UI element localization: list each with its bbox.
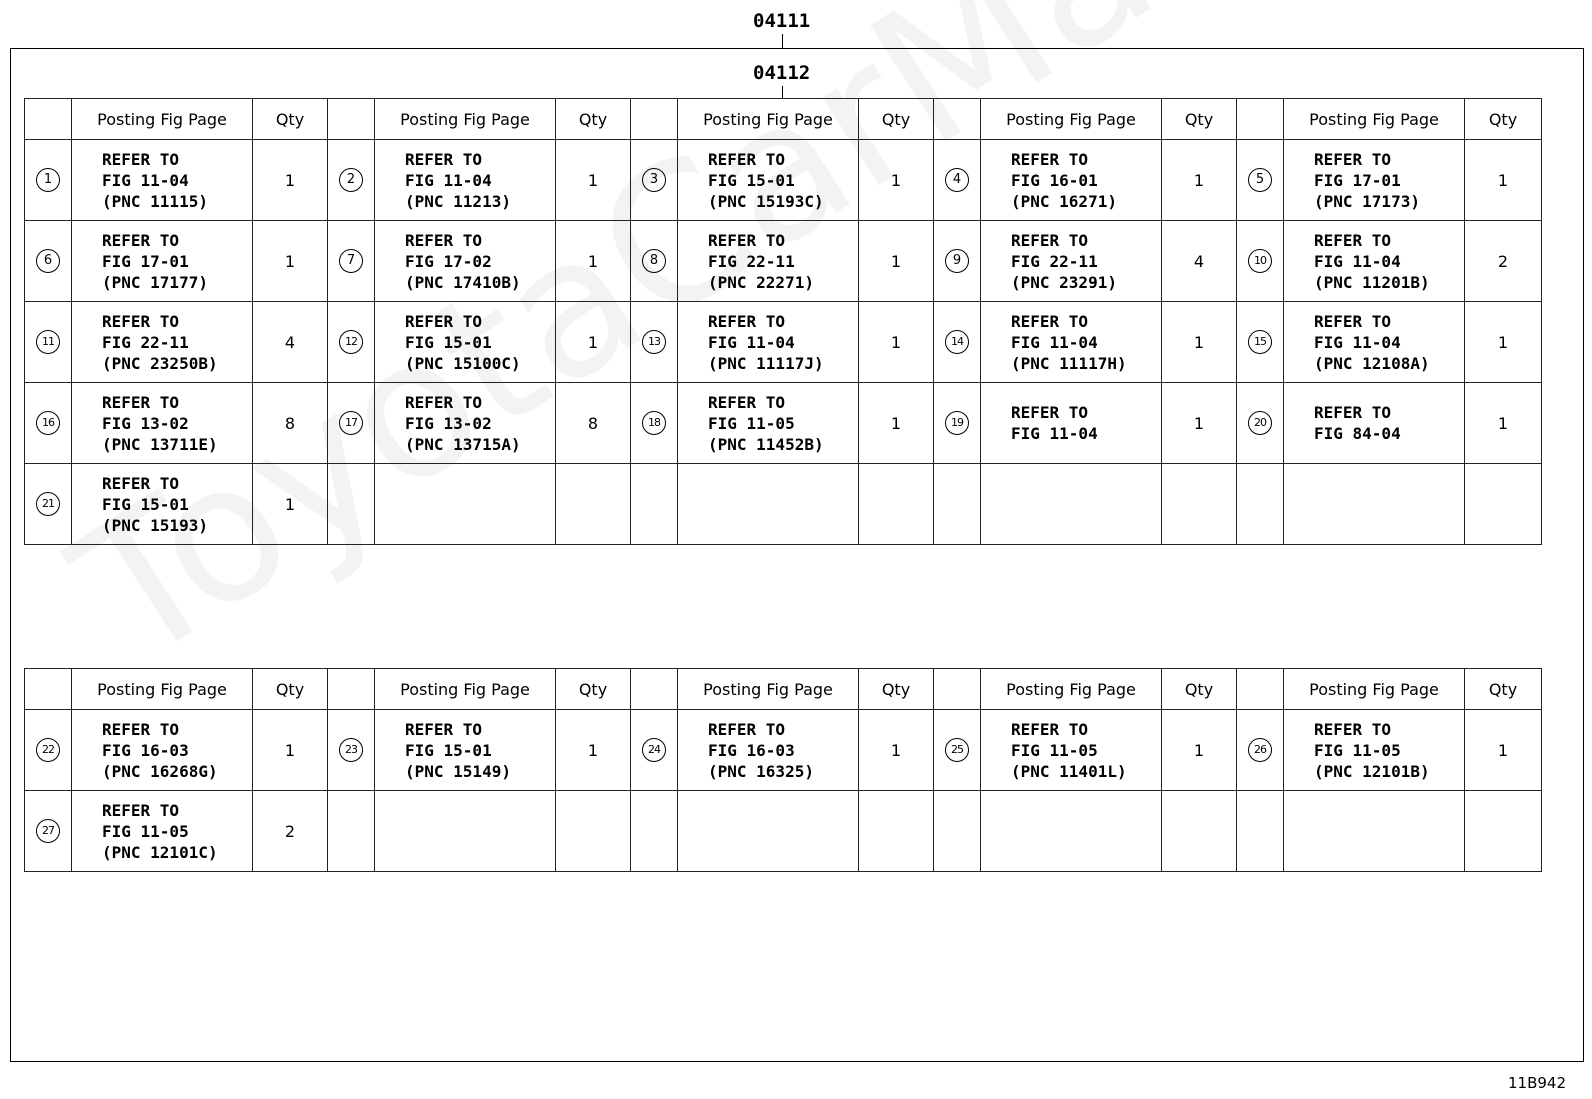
empty-cell: [1237, 464, 1284, 545]
item-number-circle: 10: [1248, 249, 1272, 273]
item-number-cell: [1237, 302, 1284, 383]
item-reference-cell: [1284, 221, 1465, 302]
header-qty: Qty: [859, 99, 934, 140]
reference-line: REFER TO: [708, 719, 786, 739]
item-qty-cell: 2: [1465, 221, 1542, 302]
item-number-cell: [934, 383, 981, 464]
reference-line: REFER TO: [708, 392, 786, 412]
reference-line: REFER TO: [708, 230, 786, 250]
item-qty-cell: 8: [556, 383, 631, 464]
item-reference-cell: [678, 140, 859, 221]
item-qty-cell: 2: [253, 791, 328, 872]
item-number-circle: 15: [1248, 330, 1272, 354]
item-number-cell: [328, 302, 375, 383]
empty-cell: [1284, 464, 1465, 545]
item-number-cell: [328, 383, 375, 464]
item-reference-cell: [981, 383, 1162, 464]
empty-cell: [375, 464, 556, 545]
header-posting-fig-page: Posting Fig Page: [375, 99, 556, 140]
reference-line: FIG 84-04: [1314, 424, 1401, 443]
item-number-cell: [1237, 710, 1284, 791]
empty-cell: [631, 464, 678, 545]
item-qty-cell: 1: [1162, 383, 1237, 464]
reference-line: FIG 11-05: [102, 821, 189, 841]
item-qty-cell: 8: [253, 383, 328, 464]
empty-cell: [859, 791, 934, 872]
reference-line: (PNC 11117J): [708, 353, 824, 373]
reference-line: REFER TO: [1011, 311, 1089, 331]
header-blank-cell: [1237, 99, 1284, 140]
drawing-code: 11B942: [1507, 1074, 1566, 1092]
reference-line: FIG 11-04: [102, 170, 189, 190]
item-number-circle: 22: [36, 738, 60, 762]
reference-line: REFER TO: [102, 311, 180, 331]
item-reference-cell: [72, 140, 253, 221]
reference-line: FIG 16-03: [102, 740, 189, 760]
reference-line: REFER TO: [405, 311, 483, 331]
reference-line: REFER TO: [1314, 230, 1392, 250]
header-posting-fig-page: Posting Fig Page: [1284, 669, 1465, 710]
parts-table-upper: [24, 98, 1542, 545]
reference-line: FIG 11-04: [708, 332, 795, 352]
reference-line: FIG 13-02: [102, 413, 189, 433]
item-reference-cell: [981, 140, 1162, 221]
item-number-circle: 18: [642, 411, 666, 435]
header-posting-fig-page: Posting Fig Page: [981, 99, 1162, 140]
reference-line: FIG 15-01: [405, 332, 492, 352]
header-blank-cell: [328, 669, 375, 710]
reference-line: REFER TO: [102, 800, 180, 820]
item-number-circle: 12: [339, 330, 363, 354]
parts-table-lower: [24, 668, 1542, 872]
item-reference-cell: [678, 302, 859, 383]
reference-line: REFER TO: [1011, 403, 1089, 422]
item-reference-cell: [1284, 710, 1465, 791]
item-number-circle: 23: [339, 738, 363, 762]
reference-line: (PNC 11117H): [1011, 353, 1127, 373]
item-qty-cell: 1: [556, 221, 631, 302]
reference-line: (PNC 15100C): [405, 353, 521, 373]
header-posting-fig-page: Posting Fig Page: [375, 669, 556, 710]
item-number-cell: [25, 221, 72, 302]
item-number-cell: [328, 221, 375, 302]
reference-line: FIG 11-05: [1314, 740, 1401, 760]
reference-line: (PNC 17173): [1314, 191, 1420, 211]
item-reference-cell: [72, 383, 253, 464]
empty-cell: [981, 464, 1162, 545]
reference-line: REFER TO: [405, 230, 483, 250]
reference-line: FIG 13-02: [405, 413, 492, 433]
header-posting-fig-page: Posting Fig Page: [981, 669, 1162, 710]
reference-line: (PNC 15193): [102, 515, 208, 535]
header-blank-cell: [934, 669, 981, 710]
reference-line: REFER TO: [102, 719, 180, 739]
item-reference-cell: [1284, 302, 1465, 383]
item-number-circle: 4: [945, 168, 969, 192]
reference-line: (PNC 12101B): [1314, 761, 1430, 781]
reference-line: REFER TO: [1011, 230, 1089, 250]
header-qty: Qty: [1465, 669, 1542, 710]
header-posting-fig-page: Posting Fig Page: [678, 99, 859, 140]
assembly-label-04111: 04111: [753, 10, 811, 32]
reference-line: (PNC 22271): [708, 272, 814, 292]
item-reference-cell: [72, 302, 253, 383]
item-number-cell: [934, 302, 981, 383]
item-qty-cell: 1: [253, 221, 328, 302]
reference-line: REFER TO: [1314, 149, 1392, 169]
item-qty-cell: 1: [859, 221, 934, 302]
reference-line: REFER TO: [405, 719, 483, 739]
empty-cell: [328, 791, 375, 872]
item-qty-cell: 1: [253, 140, 328, 221]
item-number-cell: [934, 710, 981, 791]
empty-cell: [1284, 791, 1465, 872]
reference-line: (PNC 15149): [405, 761, 511, 781]
item-number-cell: [25, 710, 72, 791]
reference-line: FIG 17-02: [405, 251, 492, 271]
reference-line: (PNC 16271): [1011, 191, 1117, 211]
reference-line: (PNC 16325): [708, 761, 814, 781]
item-reference-cell: [678, 221, 859, 302]
item-qty-cell: 1: [1465, 140, 1542, 221]
reference-line: FIG 16-03: [708, 740, 795, 760]
reference-line: FIG 22-11: [102, 332, 189, 352]
header-qty: Qty: [556, 669, 631, 710]
empty-cell: [934, 791, 981, 872]
header-blank-cell: [25, 99, 72, 140]
item-number-cell: [25, 140, 72, 221]
item-reference-cell: [678, 383, 859, 464]
empty-cell: [1162, 464, 1237, 545]
item-qty-cell: 1: [556, 140, 631, 221]
item-number-cell: [25, 302, 72, 383]
item-number-circle: 13: [642, 330, 666, 354]
table-row: [25, 140, 1542, 221]
reference-line: FIG 16-01: [1011, 170, 1098, 190]
item-number-cell: [1237, 383, 1284, 464]
reference-line: (PNC 12101C): [102, 842, 218, 862]
item-number-circle: 25: [945, 738, 969, 762]
item-qty-cell: 1: [253, 464, 328, 545]
reference-line: FIG 11-05: [708, 413, 795, 433]
empty-cell: [859, 464, 934, 545]
reference-line: REFER TO: [1314, 311, 1392, 331]
header-qty: Qty: [859, 669, 934, 710]
header-qty: Qty: [556, 99, 631, 140]
table-row: [25, 710, 1542, 791]
item-qty-cell: 1: [859, 302, 934, 383]
header-posting-fig-page: Posting Fig Page: [1284, 99, 1465, 140]
empty-cell: [678, 791, 859, 872]
item-number-circle: 24: [642, 738, 666, 762]
reference-line: (PNC 11115): [102, 191, 208, 211]
item-number-cell: [25, 464, 72, 545]
header-qty: Qty: [1162, 99, 1237, 140]
item-number-cell: [631, 302, 678, 383]
header-posting-fig-page: Posting Fig Page: [72, 99, 253, 140]
item-number-cell: [631, 710, 678, 791]
reference-line: FIG 11-04: [405, 170, 492, 190]
empty-cell: [1465, 791, 1542, 872]
empty-cell: [1465, 464, 1542, 545]
item-qty-cell: 1: [1465, 302, 1542, 383]
item-number-circle: 6: [36, 249, 60, 273]
item-number-circle: 17: [339, 411, 363, 435]
item-qty-cell: 1: [556, 302, 631, 383]
item-number-circle: 2: [339, 168, 363, 192]
item-reference-cell: [72, 221, 253, 302]
item-number-circle: 27: [36, 819, 60, 843]
item-reference-cell: [375, 221, 556, 302]
reference-line: FIG 22-11: [1011, 251, 1098, 271]
reference-line: (PNC 11452B): [708, 434, 824, 454]
header-posting-fig-page: Posting Fig Page: [678, 669, 859, 710]
item-qty-cell: 1: [859, 383, 934, 464]
reference-line: REFER TO: [708, 311, 786, 331]
reference-line: FIG 11-04: [1011, 332, 1098, 352]
header-qty: Qty: [1162, 669, 1237, 710]
header-blank-cell: [631, 669, 678, 710]
item-number-circle: 1: [36, 168, 60, 192]
item-number-cell: [328, 140, 375, 221]
table-row: [25, 464, 1542, 545]
header-blank-cell: [934, 99, 981, 140]
reference-line: REFER TO: [1011, 149, 1089, 169]
header-posting-fig-page: Posting Fig Page: [72, 669, 253, 710]
item-reference-cell: [981, 710, 1162, 791]
reference-line: REFER TO: [1011, 719, 1089, 739]
reference-line: (PNC 13711E): [102, 434, 218, 454]
item-number-cell: [1237, 140, 1284, 221]
item-number-cell: [631, 383, 678, 464]
reference-line: REFER TO: [102, 473, 180, 493]
header-blank-cell: [1237, 669, 1284, 710]
empty-cell: [556, 791, 631, 872]
header-qty: Qty: [1465, 99, 1542, 140]
reference-line: FIG 11-04: [1314, 251, 1401, 271]
reference-line: REFER TO: [708, 149, 786, 169]
reference-line: FIG 11-05: [1011, 740, 1098, 760]
item-reference-cell: [72, 710, 253, 791]
empty-cell: [981, 791, 1162, 872]
item-number-cell: [25, 383, 72, 464]
reference-line: (PNC 11401L): [1011, 761, 1127, 781]
reference-line: (PNC 23291): [1011, 272, 1117, 292]
item-number-cell: [1237, 221, 1284, 302]
reference-line: (PNC 12108A): [1314, 353, 1430, 373]
item-number-cell: [631, 140, 678, 221]
item-reference-cell: [375, 710, 556, 791]
item-qty-cell: 1: [1162, 302, 1237, 383]
empty-cell: [1237, 791, 1284, 872]
reference-line: FIG 15-01: [102, 494, 189, 514]
item-number-circle: 26: [1248, 738, 1272, 762]
header-blank-cell: [631, 99, 678, 140]
empty-cell: [375, 791, 556, 872]
reference-line: (PNC 11213): [405, 191, 511, 211]
table-row: [25, 221, 1542, 302]
leader-line-outer: [782, 34, 783, 48]
header-blank-cell: [25, 669, 72, 710]
item-qty-cell: 4: [1162, 221, 1237, 302]
item-reference-cell: [981, 221, 1162, 302]
reference-line: REFER TO: [1314, 403, 1392, 422]
item-number-circle: 9: [945, 249, 969, 273]
item-number-circle: 3: [642, 168, 666, 192]
item-number-cell: [328, 710, 375, 791]
reference-line: FIG 11-04: [1011, 424, 1098, 443]
item-number-circle: 14: [945, 330, 969, 354]
item-reference-cell: [72, 464, 253, 545]
reference-line: FIG 15-01: [405, 740, 492, 760]
item-qty-cell: 1: [1465, 710, 1542, 791]
header-qty: Qty: [253, 99, 328, 140]
empty-cell: [328, 464, 375, 545]
item-number-circle: 8: [642, 249, 666, 273]
empty-cell: [556, 464, 631, 545]
table-header-row: [25, 99, 1542, 140]
item-number-circle: 21: [36, 492, 60, 516]
reference-line: REFER TO: [102, 149, 180, 169]
item-reference-cell: [375, 140, 556, 221]
reference-line: (PNC 17177): [102, 272, 208, 292]
item-qty-cell: 1: [1465, 383, 1542, 464]
table-row: [25, 791, 1542, 872]
item-qty-cell: 1: [1162, 140, 1237, 221]
empty-cell: [678, 464, 859, 545]
reference-line: (PNC 16268G): [102, 761, 218, 781]
item-reference-cell: [72, 791, 253, 872]
reference-line: FIG 22-11: [708, 251, 795, 271]
reference-line: (PNC 13715A): [405, 434, 521, 454]
item-number-circle: 11: [36, 330, 60, 354]
item-reference-cell: [375, 302, 556, 383]
item-number-circle: 20: [1248, 411, 1272, 435]
item-qty-cell: 1: [859, 140, 934, 221]
assembly-label-04112: 04112: [753, 62, 811, 84]
item-qty-cell: 1: [556, 710, 631, 791]
reference-line: (PNC 23250B): [102, 353, 218, 373]
reference-line: REFER TO: [405, 149, 483, 169]
item-qty-cell: 4: [253, 302, 328, 383]
reference-line: (PNC 17410B): [405, 272, 521, 292]
reference-line: REFER TO: [102, 230, 180, 250]
reference-line: REFER TO: [405, 392, 483, 412]
table-row: [25, 302, 1542, 383]
reference-line: FIG 11-04: [1314, 332, 1401, 352]
reference-line: FIG 17-01: [1314, 170, 1401, 190]
item-number-circle: 19: [945, 411, 969, 435]
item-reference-cell: [1284, 383, 1465, 464]
item-qty-cell: 1: [1162, 710, 1237, 791]
reference-line: (PNC 11201B): [1314, 272, 1430, 292]
item-reference-cell: [678, 710, 859, 791]
empty-cell: [934, 464, 981, 545]
reference-line: (PNC 15193C): [708, 191, 824, 211]
item-number-circle: 5: [1248, 168, 1272, 192]
item-number-cell: [25, 791, 72, 872]
table-header-row: [25, 669, 1542, 710]
item-number-circle: 7: [339, 249, 363, 273]
item-number-cell: [631, 221, 678, 302]
reference-line: REFER TO: [1314, 719, 1392, 739]
reference-line: REFER TO: [102, 392, 180, 412]
header-blank-cell: [328, 99, 375, 140]
leader-line-inner: [782, 86, 783, 98]
item-number-circle: 16: [36, 411, 60, 435]
item-reference-cell: [1284, 140, 1465, 221]
item-reference-cell: [375, 383, 556, 464]
reference-line: FIG 17-01: [102, 251, 189, 271]
item-number-cell: [934, 140, 981, 221]
header-qty: Qty: [253, 669, 328, 710]
empty-cell: [1162, 791, 1237, 872]
reference-line: FIG 15-01: [708, 170, 795, 190]
table-row: [25, 383, 1542, 464]
item-reference-cell: [981, 302, 1162, 383]
empty-cell: [631, 791, 678, 872]
item-qty-cell: 1: [253, 710, 328, 791]
item-number-cell: [934, 221, 981, 302]
item-qty-cell: 1: [859, 710, 934, 791]
